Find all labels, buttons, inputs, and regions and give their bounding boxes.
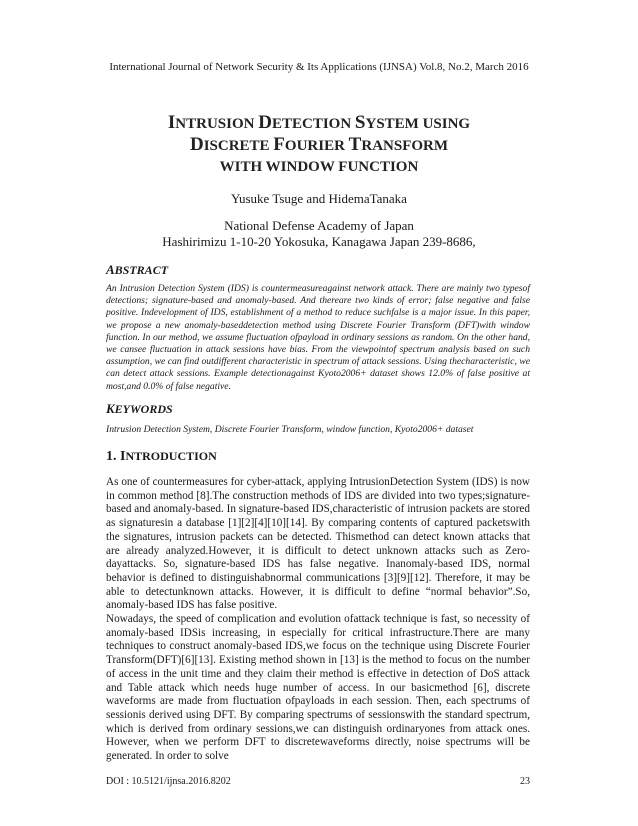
keywords-heading [106,401,173,417]
title-cap-t: T [348,134,362,155]
body-paragraph-1: As one of countermeasures for cyber-attack, applying IntrusionDetection System (IDS) is now in common method [8].The construction methods of IDS are divided into two types;signature-based and anomaly-based. In signature-based IDS,characteristic of intrusion packets are stored as signaturesin a database [1][2][4][10][14]. By comparing contents of captured packetswith the signatures, intrusion packets can be detected. Thismethod can detect known attacks that are already analyzed.However, it is difficult to detect unknown attacks such as Zero-dayattacks. So, signature-based IDS has false negative. Inanomaly-based IDS, normal behavior is defined to distinguishabnormal communications [3][9][12]. Therefore, it may be able to detectunknown attacks. However, it is difficult to define “normal behavior”.So, anomaly-based IDS has false positive. [106,476,530,612]
body-paragraph-2: Nowadays, the speed of complication and evolution ofattack technique is fast, so necessity of anomaly-based IDSis increasing, in especially for critical infrastructure.There are many techniques to construct anomaly-based IDS,we focus on the technique using Discrete Fourier Transform(DFT)[6][13]. Existing method shown in [13] is the method to focus on the number of access in the unit time and they claim their method is effective in detection of DoS attack and Table attack which needs huge number of access. In our basicmethod [6], discrete waveforms are made from fluctuation ofpayloads in each session. Then, each spectrums of sessionis derived using DFT. By comparing spectrums of sessionswith the standard spectrum, which is derived from ordinary sessions,we can distinguish ordinaryones from attack ones. However, when we perform DFT to discretewaveforms directly, noise spectrums will be generated. In order to solve [106,613,530,763]
title-line-1 [0,112,638,134]
authors: Yusuke Tsuge and HidemaTanaka [231,191,407,206]
abstract-heading-cap: A [106,262,115,277]
keywords-heading-cap: K [106,401,115,416]
title-cap-d2: D [189,134,204,155]
paper-title [0,112,638,178]
keywords-text: Intrusion Detection System, Discrete Fourier Transform, window function, Kyoto2006+ dataset [106,424,474,435]
title-word-transform: RANSFORM [361,138,449,154]
running-header: International Journal of Network Security & Its Applications (IJNSA) Vol.8, No.2, March 2016 [109,61,529,73]
title-word-detection: ETECTION [271,116,355,132]
abstract-heading-rest: BSTRACT [114,263,169,277]
page-number: 23 [520,776,530,787]
affiliation-line-2: Hashirimizu 1-10-20 Yokosuka, Kanagawa Japan 239-8686, [162,234,476,249]
title-word-system-using: YSTEM USING [365,116,471,132]
title-cap-d: D [258,112,272,133]
abstract-text: An Intrusion Detection System (IDS) is countermeasureagainst network attack. There are mainly two typesof detections; signature-based and anomaly-based. And thereare two kinds of error; false negative and false positive. Indevelopment of IDS, establishment of a method to reduce suchfalse is a major issue. In this paper, we propose a new anomaly-baseddetection method using Discrete Fourier Transform (DFT)with window function. In our method, we assume fluctuation ofpayload in ordinary sessions as random. On the other hand, we cansee fluctuation in attack sessions have bias. From the viewpointof spectrum analysis based on such assumption, we can find outdifferent characteristic in spectrum of attack sessions. Using thecharacteristic, we can detect attack sessions. Example detectionagainst Kyoto2006+ dataset shows 12.0% of false positive at most,and 0.0% of false negative. [106,283,530,392]
title-word-discrete: ISCRETE [203,138,274,154]
section-heading-introduction [106,449,217,465]
section-number: 1. [106,449,117,464]
title-word-window-function: WITH WINDOW FUNCTION [219,159,419,175]
section-heading-cap: I [120,449,126,464]
title-word-intrusion: NTRUSION [175,116,259,132]
section-heading-rest: NTRODUCTION [125,449,217,463]
abstract-heading [106,262,168,278]
title-cap-s: S [354,112,366,133]
keywords-heading-rest: EYWORDS [114,402,173,416]
title-line-2 [0,134,638,156]
title-word-fourier: OURIER [284,138,349,154]
title-cap-i: I [167,112,176,133]
title-cap-f: F [273,134,285,155]
affiliation-line-1: National Defense Academy of Japan [224,218,414,233]
affiliation [0,218,638,250]
doi: DOI : 10.5121/ijnsa.2016.8202 [106,776,231,787]
title-line-3 [0,156,638,178]
